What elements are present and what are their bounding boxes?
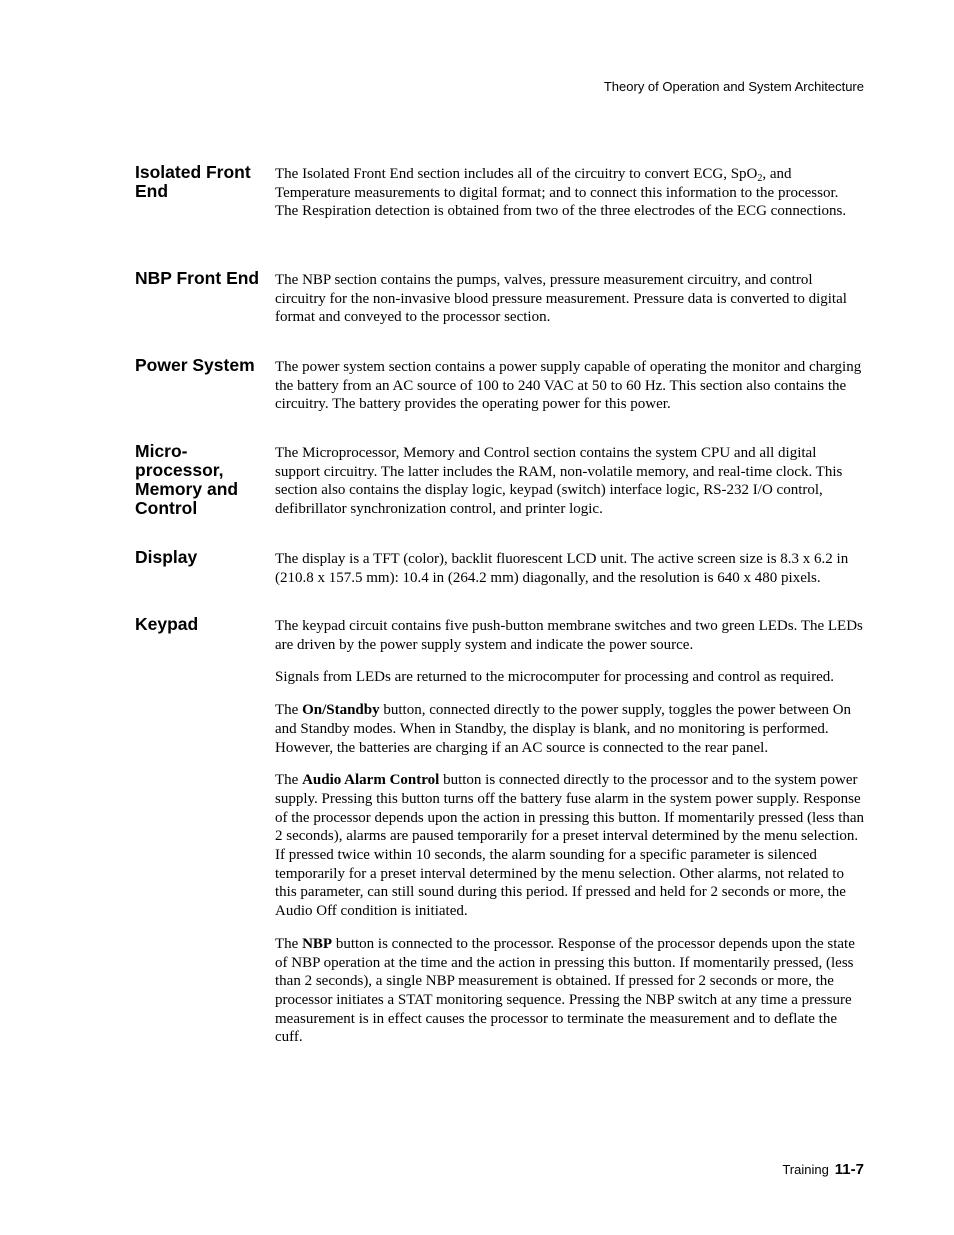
section-title: Isolated Front End bbox=[135, 162, 251, 201]
running-header: Theory of Operation and System Architecture bbox=[603, 79, 864, 94]
paragraph: Signals from LEDs are returned to the microcomputer for processing and control as required. bbox=[275, 669, 834, 686]
paragraph: The Microprocessor, Memory and Control section contains the system CPU and all digital support circuitry. The latter includes the RAM, non-volatile memory, and real-time clock. This section also contains the display logic, keypad (switch) interface logic, RS-232 I/O control, defibrillator synchronization control, and printer logic. bbox=[275, 445, 843, 518]
term-audio-alarm-control: Audio Alarm Control bbox=[302, 772, 440, 789]
paragraph: The Isolated Front End section includes all of the circuitry to convert ECG, SpO$_2$, and Temperature measurements to digital format; and to connect this information to the processor. The Respiration detection is obtained from two of the three electrodes of the ECG connections. bbox=[275, 166, 847, 220]
paragraph: The NBP section contains the pumps, valves, pressure measurement circuitry, and control circuitry for the non-invasive blood pressure measurement. Pressure data is converted to digital format and conveyed to the processor section. bbox=[275, 272, 847, 326]
section-body bbox=[275, 271, 865, 341]
paragraph: The On/Standby button, connected directly to the power supply, toggles the power between On and Standby modes. When in Standby, the display is blank, and no monitoring is performed. However, the batteries are charging if an AC source is connected to the rear panel. bbox=[275, 702, 852, 756]
footer-label: Training bbox=[782, 1162, 829, 1177]
paragraph: The NBP button is connected to the processor. Response of the processor depends upon the state of NBP operation at the time and the action in pressing this button. If momentarily pressed, (less than 2 seconds), a single NBP measurement is obtained. If pressed for 2 seconds or more, the processor initiates a STAT monitoring sequence. Pressing the NBP switch at any time a pressure measurement is in effect causes the processor to terminate the measurement and to deflate the cuff. bbox=[275, 935, 855, 1046]
term-on-standby: On/Standby bbox=[302, 702, 380, 719]
section-title: NBP Front End bbox=[135, 268, 260, 288]
page-number: 11-7 bbox=[834, 1161, 864, 1178]
section-title: Display bbox=[135, 547, 198, 567]
section-title: Keypad bbox=[135, 614, 199, 634]
section-body bbox=[275, 165, 865, 235]
paragraph: The display is a TFT (color), backlit fluorescent LCD unit. The active screen size is 8.3 x 6.2 in (210.8 x 157.5 mm): 10.4 in (264.2 mm) diagonally, and the resolution is 640 x 480 pixels. bbox=[275, 551, 849, 586]
section-body bbox=[275, 550, 865, 601]
section-body bbox=[275, 617, 865, 1061]
paragraph: The keypad circuit contains five push-button membrane switches and two green LEDs. The LEDs are driven by the power supply system and indicate the power source. bbox=[275, 618, 863, 653]
paragraph: The Audio Alarm Control button is connected directly to the processor and to the system power supply. Pressing this button turns off the battery fuse alarm in the system power supply. Response of the processor depends upon the action in pressing this button. If momentarily pressed (less than 2 seconds), alarms are paused temporarily for a preset interval determined by the menu selection. If pressed twice within 10 seconds, the alarm sounding for a specific parameter is silenced temporarily for a preset interval determined by the menu selection. Other alarms, not related to this parameter, can still sound during this period. If pressed and held for 2 seconds or more, the Audio Off condition is initiated. bbox=[275, 772, 865, 920]
page-footer bbox=[782, 1161, 864, 1178]
term-nbp: NBP bbox=[302, 935, 333, 952]
section-body bbox=[275, 444, 865, 533]
section-body bbox=[275, 358, 865, 428]
section-title: Power System bbox=[135, 355, 255, 375]
section-title: Micro-processor, Memory and Control bbox=[135, 441, 239, 518]
paragraph: The power system section contains a power supply capable of operating the monitor and charging the battery from an AC source of 100 to 240 VAC at 50 to 60 Hz. This section also contains the circuitry. The battery provides the operating power for this power. bbox=[275, 359, 862, 413]
